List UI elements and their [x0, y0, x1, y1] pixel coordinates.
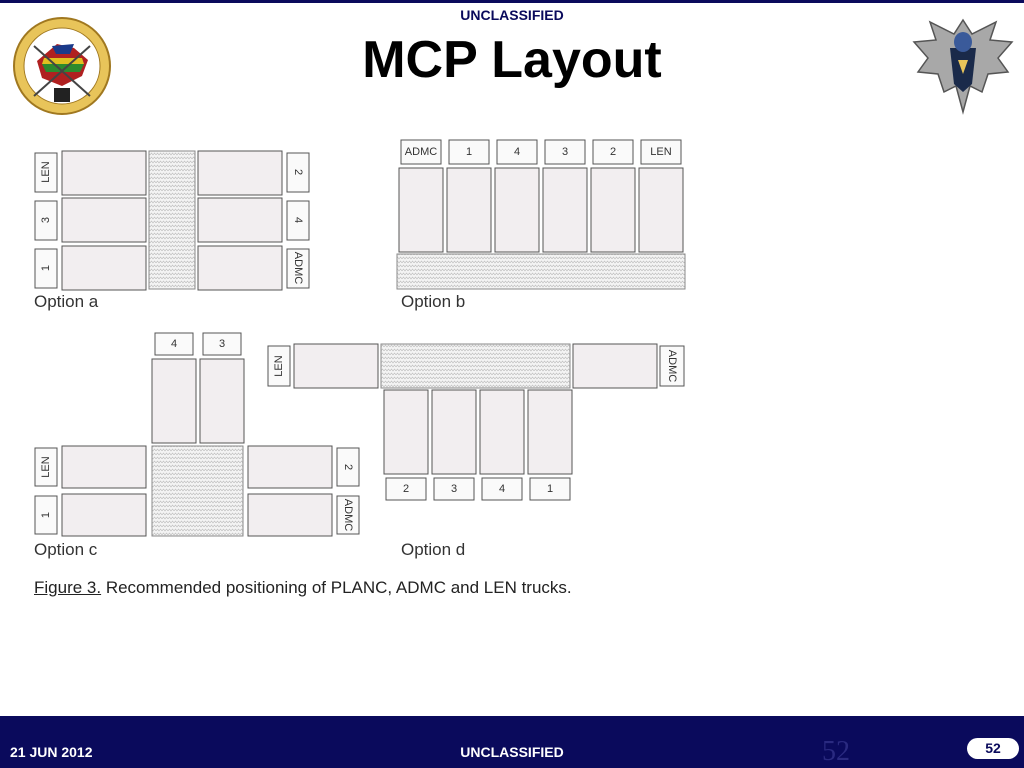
slot-label: LEN [39, 456, 52, 478]
slot-label: 3 [218, 337, 226, 350]
option-b-label: Option b [401, 292, 466, 311]
hatched-area [381, 344, 570, 388]
truck-box [62, 198, 146, 242]
truck-box [152, 359, 196, 443]
slot-label: LEN [39, 161, 52, 183]
slot-label: 4 [498, 482, 506, 495]
slot-label: 1 [39, 511, 52, 519]
slot-label: 2 [342, 463, 355, 471]
truck-box [62, 246, 146, 290]
footer-bar [0, 716, 1024, 768]
slot-label: 2 [292, 168, 305, 176]
truck-box [198, 246, 282, 290]
truck-box [528, 390, 572, 474]
slot-label: 4 [513, 145, 521, 158]
truck-box [248, 494, 332, 536]
classification-banner-bottom: UNCLASSIFIED [460, 744, 564, 760]
figure-caption-text: Recommended positioning of PLANC, ADMC and LEN trucks. [101, 578, 572, 597]
truck-box [62, 151, 146, 195]
truck-box [198, 198, 282, 242]
hatched-area [152, 446, 243, 536]
slot-label: 3 [39, 216, 52, 224]
slot-label: ADMC [666, 349, 679, 383]
option-b-diagram [397, 140, 685, 311]
slot-label: 2 [609, 145, 617, 158]
truck-box [573, 344, 657, 388]
truck-box [248, 446, 332, 488]
truck-box [480, 390, 524, 474]
truck-box [198, 151, 282, 195]
slot-label: ADMC [404, 145, 438, 158]
truck-box [62, 494, 146, 536]
truck-box [639, 168, 683, 252]
slot-label: 3 [450, 482, 458, 495]
truck-box [62, 446, 146, 488]
option-c-label: Option c [34, 540, 98, 559]
slot-label: 1 [39, 264, 52, 272]
hatched-area [149, 151, 195, 289]
truck-box [294, 344, 378, 388]
option-a-diagram [34, 151, 309, 311]
truck-box [447, 168, 491, 252]
slot-label: 4 [292, 216, 305, 224]
slot-label: 1 [546, 482, 554, 495]
figure-caption [34, 578, 572, 598]
option-d-label: Option d [401, 540, 466, 559]
option-a-label: Option a [34, 292, 99, 311]
hatched-area [397, 254, 685, 289]
slide-title: MCP Layout [362, 31, 662, 89]
truck-box [591, 168, 635, 252]
slot-label: 2 [402, 482, 410, 495]
slot-label: ADMC [342, 498, 355, 532]
truck-box [543, 168, 587, 252]
slot-label: LEN [650, 145, 672, 158]
slot-label: 1 [465, 145, 473, 158]
truck-box [399, 168, 443, 252]
slot-label: ADMC [292, 251, 305, 285]
slot-label: LEN [272, 355, 285, 377]
slot-label: 4 [170, 337, 178, 350]
slot-label: 3 [561, 145, 569, 158]
slide-number-badge: 52 [967, 738, 1019, 759]
footer-date: 21 JUN 2012 [10, 744, 93, 760]
truck-box [495, 168, 539, 252]
truck-box [200, 359, 244, 443]
classification-banner-top: UNCLASSIFIED [460, 7, 564, 23]
truck-box [384, 390, 428, 474]
figure-reference: Figure 3. [34, 578, 102, 597]
truck-box [432, 390, 476, 474]
ghost-slide-number: 52 [822, 736, 850, 767]
